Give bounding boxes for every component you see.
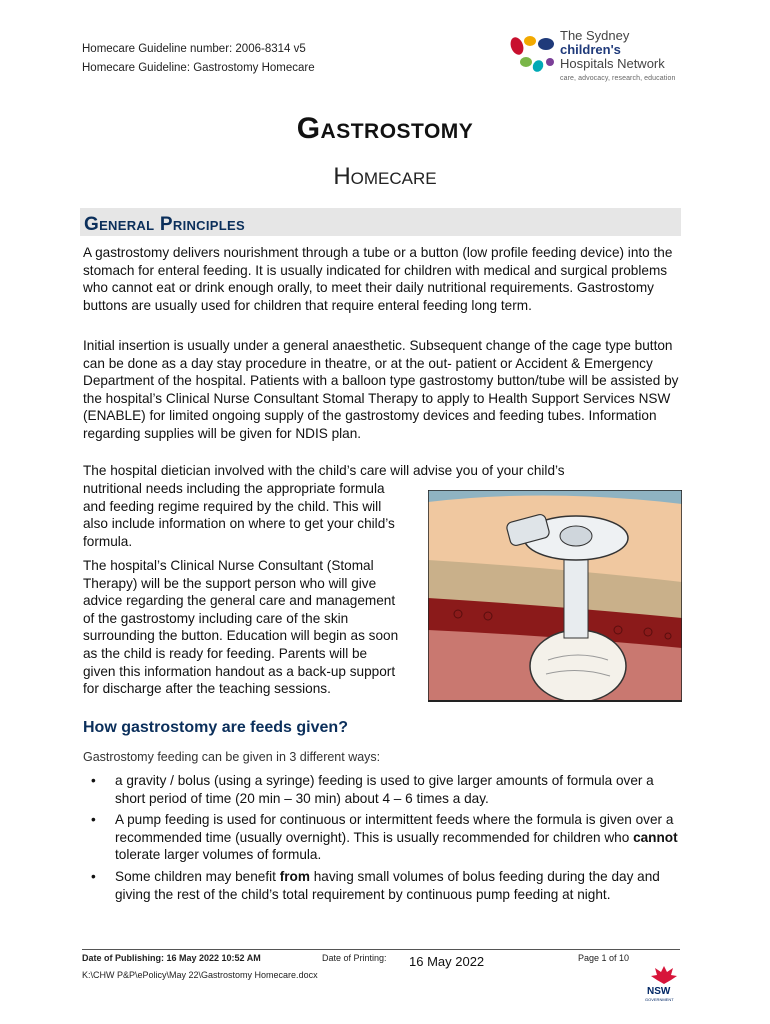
logo-line-2: children's bbox=[560, 42, 621, 57]
paragraph-overview: A gastrostomy delivers nourishment through a tube or a button (low profile feeding device) into the stomach for enteral feeding. It is usually indicated for children with medical and surgical problems who cannot eat or drink enough orally, to meet their daily nutritional requirements. Gastrostomy buttons are usually used for children that require enteral feeding long term. bbox=[83, 245, 673, 313]
sydney-childrens-logo bbox=[508, 28, 683, 88]
gastrostomy-button-illustration bbox=[428, 490, 682, 702]
bullet-bold-text: from bbox=[279, 868, 310, 884]
paragraph-insertion: Initial insertion is usually under a general anaesthetic. Subsequent change of the cage type button can be done as a day stay procedure in theatre, or at the out- patient or Accident & Emergency Department of the hospital. Patients with a balloon type gastrostomy button/tube will be assisted by the hospital’s Clinical Nurse Consultant Stomal Therapy to apply to Health Support Services NSW (ENABLE) for limited ongoing supply of the gastrostomy devices and feeding tubes. Information regarding supplies will be given for NDIS plan. bbox=[83, 338, 679, 441]
date-of-printing: 16 May 2022 bbox=[409, 954, 485, 969]
nsw-government-logo bbox=[644, 964, 684, 1004]
bullet-text: Some children may benefit bbox=[115, 868, 280, 884]
date-of-publishing: Date of Publishing: 16 May 2022 10:52 AM bbox=[82, 953, 261, 963]
feeding-methods-list bbox=[83, 772, 683, 907]
bullet-text: having small volumes of bolus feeding during the day and giving the rest of the child’s total requirement by continuous pump feeding at night. bbox=[115, 868, 660, 902]
feeds-heading: How gastrostomy are feeds given? bbox=[83, 719, 348, 736]
feeds-intro: Gastrostomy feeding can be given in 3 different ways: bbox=[83, 750, 381, 764]
bullet-text: A pump feeding is used for continuous or intermittent feeds where the formula is given over a recommended time (usually overnight). This is usually recommended for children who bbox=[115, 812, 674, 845]
date-of-printing-label: Date of Printing: bbox=[322, 953, 387, 963]
bullet-icon: • bbox=[91, 868, 96, 884]
nsw-sub-label: GOVERNMENT bbox=[645, 997, 674, 1002]
bullet-icon: • bbox=[91, 812, 96, 828]
bullet-text: a gravity / bolus (using a syringe) feeding is used to give larger amounts of formula over a short period of time (20 min – 30 min) about 4 – 6 times a day. bbox=[115, 773, 654, 806]
page-title: Gastrostomy bbox=[296, 112, 474, 145]
nsw-label: NSW bbox=[647, 986, 671, 997]
logo-tagline: care, advocacy, research, education bbox=[560, 75, 676, 82]
paragraph-nurse-consultant: The hospital’s Clinical Nurse Consultant (Stomal Therapy) will be the support person who will give advice regarding the general care and management of the gastrostomy including care of the skin surrounding the button. Education will begin as soon as the child is ready for feeding. Parents will be given this information handout as a back-up support for discharge after the teaching sessions. bbox=[83, 558, 399, 697]
bullet-bold-text: cannot bbox=[633, 829, 678, 845]
bullet-icon: • bbox=[91, 773, 96, 788]
list-item bbox=[83, 811, 683, 864]
guideline-number: Homecare Guideline number: 2006-8314 v5 bbox=[82, 43, 306, 55]
logo-line-3: Hospitals Network bbox=[560, 56, 665, 71]
paragraph-dietician-line1: The hospital dietician involved with the child’s care will advise you of your child’s bbox=[83, 463, 565, 478]
guideline-title: Homecare Guideline: Gastrostomy Homecare bbox=[82, 62, 315, 74]
waratah-icon bbox=[649, 964, 679, 986]
file-path: K:\CHW P&P\ePolicy\May 22\Gastrostomy Homecare.docx bbox=[82, 970, 318, 980]
list-item bbox=[83, 772, 683, 807]
paragraph-dietician: nutritional needs including the appropriate formula and feeding regime required by the child. This will also include information on where to get your child’s formula. bbox=[83, 481, 395, 549]
logo-shapes-icon bbox=[508, 32, 562, 78]
footer-divider bbox=[82, 949, 680, 950]
page-subtitle: Homecare bbox=[333, 163, 437, 190]
logo-line-1: The Sydney bbox=[560, 28, 630, 43]
page-number: Page 1 of 10 bbox=[578, 953, 630, 963]
section-heading: General Principles bbox=[84, 214, 245, 235]
list-item bbox=[83, 868, 683, 903]
bullet-text: tolerate larger volumes of formula. bbox=[115, 847, 322, 863]
